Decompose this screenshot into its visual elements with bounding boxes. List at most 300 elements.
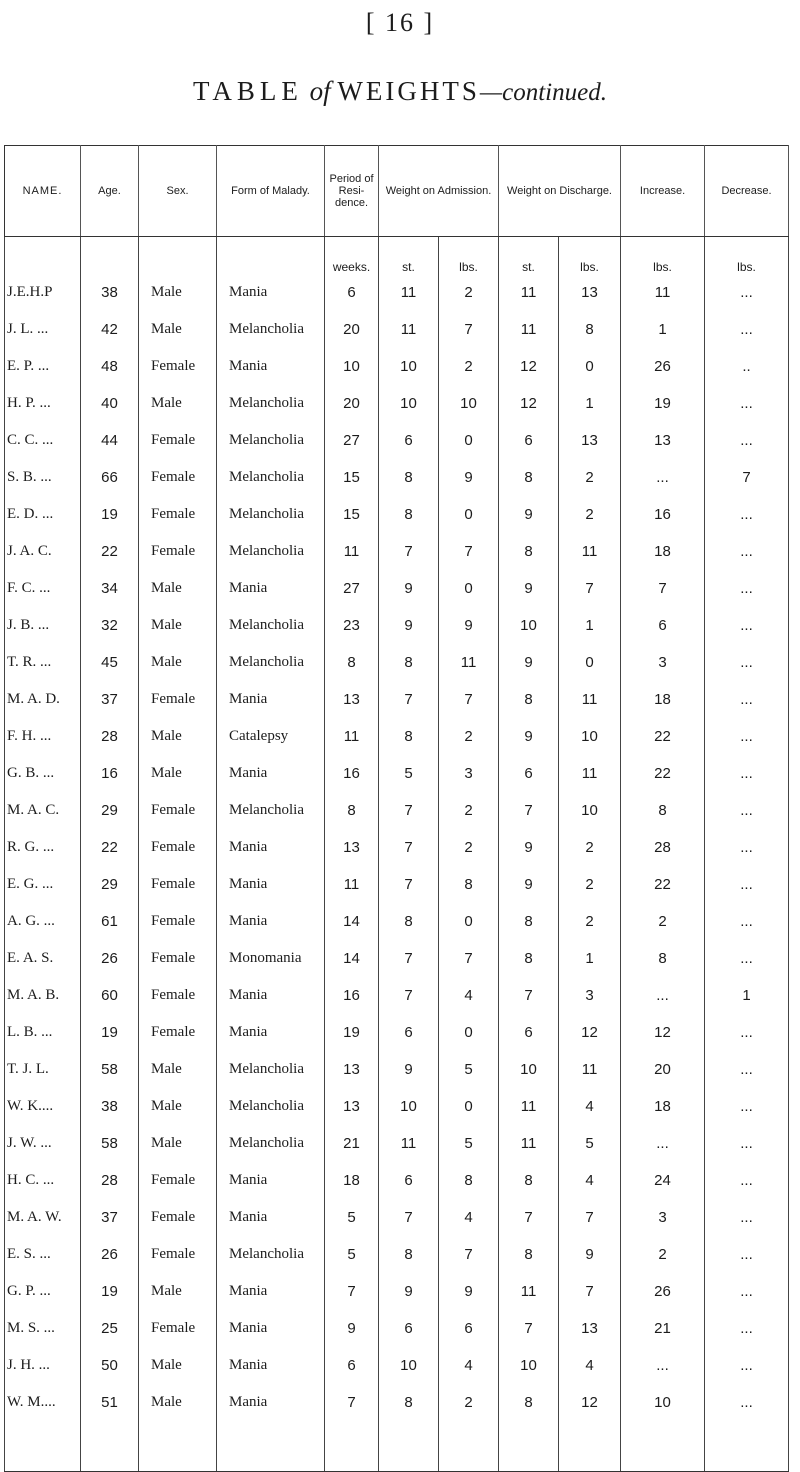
cell-name: J. H. ... (5, 1347, 81, 1384)
header-decrease: Decrease. (705, 146, 789, 237)
cell-adm-st: 7 (379, 829, 439, 866)
cell-malady: Mania (217, 903, 325, 940)
table-row (5, 1384, 789, 1421)
cell-decrease: ... (705, 496, 789, 533)
cell-adm-st: 10 (379, 348, 439, 385)
cell-malady: Mania (217, 1310, 325, 1347)
cell-dis-lbs: 1 (559, 385, 621, 422)
cell-name: J.E.H.P (5, 274, 81, 311)
cell-age: 51 (81, 1384, 139, 1421)
cell-decrease: ... (705, 1273, 789, 1310)
cell-malady: Mania (217, 348, 325, 385)
cell-sex: Male (139, 274, 217, 311)
table-row (5, 829, 789, 866)
cell-decrease: ... (705, 755, 789, 792)
cell-dis-st: 8 (499, 940, 559, 977)
cell-adm-st: 7 (379, 940, 439, 977)
table-row (5, 274, 789, 311)
table-row (5, 755, 789, 792)
unit-decrease: lbs. (705, 237, 789, 275)
cell-malady: Melancholia (217, 1125, 325, 1162)
title-table-word: TABLE (193, 76, 303, 106)
table-bottom-spacer (5, 1421, 789, 1472)
cell-weeks: 7 (325, 1273, 379, 1310)
cell-decrease: ... (705, 718, 789, 755)
cell-dis-st: 9 (499, 644, 559, 681)
header-period: Period of Resi- dence. (325, 146, 379, 237)
cell-increase: 18 (621, 1088, 705, 1125)
cell-decrease: ... (705, 422, 789, 459)
cell-name: L. B. ... (5, 1014, 81, 1051)
cell-malady: Mania (217, 274, 325, 311)
cell-adm-st: 8 (379, 459, 439, 496)
cell-age: 22 (81, 829, 139, 866)
cell-weeks: 16 (325, 977, 379, 1014)
cell-weeks: 14 (325, 903, 379, 940)
cell-dis-st: 8 (499, 681, 559, 718)
cell-dis-st: 11 (499, 1125, 559, 1162)
cell-dis-st: 8 (499, 1236, 559, 1273)
cell-age: 28 (81, 1162, 139, 1199)
cell-name: C. C. ... (5, 422, 81, 459)
cell-sex: Female (139, 1310, 217, 1347)
cell-name: W. M.... (5, 1384, 81, 1421)
cell-age: 50 (81, 1347, 139, 1384)
cell-decrease: ... (705, 607, 789, 644)
cell-decrease: ... (705, 792, 789, 829)
cell-weeks: 11 (325, 866, 379, 903)
cell-increase: 3 (621, 1199, 705, 1236)
table-row (5, 1088, 789, 1125)
cell-decrease: ... (705, 385, 789, 422)
cell-weeks: 9 (325, 1310, 379, 1347)
cell-dis-st: 6 (499, 422, 559, 459)
cell-dis-st: 7 (499, 1310, 559, 1347)
cell-adm-lbs: 7 (439, 311, 499, 348)
cell-dis-lbs: 11 (559, 755, 621, 792)
cell-weeks: 8 (325, 792, 379, 829)
cell-dis-lbs: 13 (559, 274, 621, 311)
cell-malady: Melancholia (217, 1088, 325, 1125)
cell-name: S. B. ... (5, 459, 81, 496)
cell-name: A. G. ... (5, 903, 81, 940)
header-increase: Increase. (621, 146, 705, 237)
cell-dis-st: 9 (499, 496, 559, 533)
cell-increase: 18 (621, 681, 705, 718)
table-row (5, 681, 789, 718)
cell-adm-st: 7 (379, 866, 439, 903)
cell-dis-lbs: 1 (559, 607, 621, 644)
cell-age: 58 (81, 1051, 139, 1088)
cell-decrease: ... (705, 940, 789, 977)
cell-adm-lbs: 4 (439, 1347, 499, 1384)
cell-dis-lbs: 13 (559, 422, 621, 459)
cell-dis-lbs: 4 (559, 1162, 621, 1199)
table-row (5, 1014, 789, 1051)
cell-increase: 28 (621, 829, 705, 866)
cell-decrease: ... (705, 1088, 789, 1125)
cell-weeks: 23 (325, 607, 379, 644)
unit-weeks: weeks. (325, 237, 379, 275)
header-malady: Form of Malady. (217, 146, 325, 237)
cell-increase: 1 (621, 311, 705, 348)
table-row (5, 1236, 789, 1273)
cell-malady: Melancholia (217, 459, 325, 496)
cell-dis-lbs: 11 (559, 681, 621, 718)
table-row (5, 459, 789, 496)
unit-dis-st: st. (499, 237, 559, 275)
cell-increase: 8 (621, 792, 705, 829)
cell-sex: Male (139, 1347, 217, 1384)
cell-dis-st: 11 (499, 274, 559, 311)
cell-decrease: ... (705, 681, 789, 718)
cell-age: 38 (81, 274, 139, 311)
cell-weeks: 13 (325, 1088, 379, 1125)
cell-malady: Melancholia (217, 644, 325, 681)
cell-adm-lbs: 4 (439, 1199, 499, 1236)
cell-sex: Female (139, 940, 217, 977)
cell-age: 44 (81, 422, 139, 459)
table-row (5, 570, 789, 607)
cell-adm-lbs: 4 (439, 977, 499, 1014)
cell-increase: 22 (621, 866, 705, 903)
cell-adm-st: 7 (379, 533, 439, 570)
cell-decrease: ... (705, 533, 789, 570)
cell-name: E. P. ... (5, 348, 81, 385)
cell-age: 19 (81, 496, 139, 533)
cell-age: 40 (81, 385, 139, 422)
cell-adm-st: 7 (379, 681, 439, 718)
cell-weeks: 14 (325, 940, 379, 977)
cell-sex: Female (139, 903, 217, 940)
cell-name: F. H. ... (5, 718, 81, 755)
cell-adm-st: 9 (379, 570, 439, 607)
cell-malady: Melancholia (217, 422, 325, 459)
cell-adm-lbs: 0 (439, 422, 499, 459)
cell-name: T. J. L. (5, 1051, 81, 1088)
cell-dis-lbs: 10 (559, 718, 621, 755)
header-row (5, 146, 789, 237)
cell-decrease: ... (705, 570, 789, 607)
cell-adm-st: 6 (379, 1014, 439, 1051)
cell-dis-st: 8 (499, 903, 559, 940)
cell-dis-st: 8 (499, 1162, 559, 1199)
cell-weeks: 20 (325, 311, 379, 348)
cell-weeks: 13 (325, 1051, 379, 1088)
header-sex: Sex. (139, 146, 217, 237)
cell-increase: ... (621, 459, 705, 496)
cell-adm-lbs: 2 (439, 718, 499, 755)
cell-adm-st: 11 (379, 311, 439, 348)
cell-age: 61 (81, 903, 139, 940)
cell-adm-lbs: 2 (439, 1384, 499, 1421)
cell-dis-lbs: 1 (559, 940, 621, 977)
cell-name: M. S. ... (5, 1310, 81, 1347)
cell-adm-st: 7 (379, 1199, 439, 1236)
cell-decrease: ... (705, 1051, 789, 1088)
cell-sex: Female (139, 496, 217, 533)
cell-dis-st: 6 (499, 755, 559, 792)
table-row (5, 1051, 789, 1088)
header-name: NAME. (5, 146, 81, 237)
cell-adm-lbs: 6 (439, 1310, 499, 1347)
cell-increase: 13 (621, 422, 705, 459)
cell-malady: Melancholia (217, 496, 325, 533)
cell-name: M. A. C. (5, 792, 81, 829)
cell-age: 45 (81, 644, 139, 681)
cell-adm-st: 5 (379, 755, 439, 792)
cell-dis-st: 7 (499, 792, 559, 829)
cell-name: H. P. ... (5, 385, 81, 422)
cell-adm-st: 9 (379, 1273, 439, 1310)
cell-age: 32 (81, 607, 139, 644)
cell-dis-st: 9 (499, 570, 559, 607)
cell-weeks: 8 (325, 644, 379, 681)
cell-adm-lbs: 2 (439, 792, 499, 829)
cell-dis-lbs: 5 (559, 1125, 621, 1162)
cell-adm-lbs: 0 (439, 570, 499, 607)
cell-malady: Mania (217, 1273, 325, 1310)
cell-increase: 10 (621, 1384, 705, 1421)
cell-increase: 22 (621, 718, 705, 755)
cell-age: 29 (81, 792, 139, 829)
cell-weeks: 13 (325, 829, 379, 866)
table-row (5, 977, 789, 1014)
cell-weeks: 19 (325, 1014, 379, 1051)
title-weights-word: WEIGHTS (337, 76, 480, 106)
cell-sex: Female (139, 792, 217, 829)
cell-increase: 11 (621, 274, 705, 311)
cell-sex: Male (139, 385, 217, 422)
cell-age: 19 (81, 1014, 139, 1051)
cell-adm-lbs: 9 (439, 459, 499, 496)
header-age: Age. (81, 146, 139, 237)
cell-age: 48 (81, 348, 139, 385)
cell-name: E. G. ... (5, 866, 81, 903)
cell-age: 66 (81, 459, 139, 496)
cell-sex: Female (139, 681, 217, 718)
cell-weeks: 6 (325, 1347, 379, 1384)
table-row (5, 1199, 789, 1236)
cell-malady: Monomania (217, 940, 325, 977)
cell-weeks: 15 (325, 496, 379, 533)
unit-dis-lbs: lbs. (559, 237, 621, 275)
cell-name: J. L. ... (5, 311, 81, 348)
cell-dis-st: 9 (499, 829, 559, 866)
cell-increase: 26 (621, 1273, 705, 1310)
cell-dis-lbs: 12 (559, 1384, 621, 1421)
cell-sex: Female (139, 1236, 217, 1273)
cell-age: 60 (81, 977, 139, 1014)
cell-increase: ... (621, 1347, 705, 1384)
cell-malady: Mania (217, 570, 325, 607)
cell-adm-lbs: 7 (439, 1236, 499, 1273)
cell-weeks: 20 (325, 385, 379, 422)
cell-increase: 18 (621, 533, 705, 570)
cell-adm-st: 9 (379, 607, 439, 644)
cell-weeks: 10 (325, 348, 379, 385)
table-row (5, 311, 789, 348)
cell-sex: Male (139, 718, 217, 755)
cell-age: 16 (81, 755, 139, 792)
cell-increase: 6 (621, 607, 705, 644)
unit-increase: lbs. (621, 237, 705, 275)
cell-decrease: ... (705, 1236, 789, 1273)
cell-adm-st: 11 (379, 274, 439, 311)
cell-dis-lbs: 2 (559, 459, 621, 496)
cell-adm-st: 7 (379, 792, 439, 829)
cell-decrease: ... (705, 866, 789, 903)
cell-dis-lbs: 11 (559, 1051, 621, 1088)
cell-adm-lbs: 8 (439, 1162, 499, 1199)
cell-increase: ... (621, 1125, 705, 1162)
cell-malady: Mania (217, 866, 325, 903)
cell-age: 26 (81, 940, 139, 977)
cell-adm-st: 6 (379, 1310, 439, 1347)
cell-adm-lbs: 11 (439, 644, 499, 681)
cell-dis-lbs: 7 (559, 1199, 621, 1236)
cell-sex: Female (139, 348, 217, 385)
cell-increase: 3 (621, 644, 705, 681)
cell-sex: Male (139, 1125, 217, 1162)
cell-decrease: ... (705, 1310, 789, 1347)
cell-weeks: 13 (325, 681, 379, 718)
cell-age: 25 (81, 1310, 139, 1347)
cell-adm-lbs: 2 (439, 829, 499, 866)
cell-age: 38 (81, 1088, 139, 1125)
cell-age: 42 (81, 311, 139, 348)
cell-age: 28 (81, 718, 139, 755)
cell-dis-st: 12 (499, 348, 559, 385)
cell-weeks: 7 (325, 1384, 379, 1421)
cell-malady: Mania (217, 829, 325, 866)
cell-dis-st: 8 (499, 1384, 559, 1421)
cell-name: E. D. ... (5, 496, 81, 533)
cell-dis-lbs: 2 (559, 903, 621, 940)
cell-decrease: ... (705, 1347, 789, 1384)
cell-name: M. A. W. (5, 1199, 81, 1236)
cell-malady: Mania (217, 681, 325, 718)
cell-decrease: 7 (705, 459, 789, 496)
cell-age: 37 (81, 681, 139, 718)
table-row (5, 533, 789, 570)
cell-decrease: ... (705, 644, 789, 681)
cell-increase: 19 (621, 385, 705, 422)
cell-dis-lbs: 2 (559, 866, 621, 903)
cell-malady: Melancholia (217, 1236, 325, 1273)
cell-malady: Mania (217, 755, 325, 792)
cell-adm-lbs: 5 (439, 1051, 499, 1088)
cell-sex: Female (139, 422, 217, 459)
cell-adm-st: 8 (379, 1236, 439, 1273)
cell-increase: 20 (621, 1051, 705, 1088)
cell-adm-lbs: 5 (439, 1125, 499, 1162)
cell-decrease: ... (705, 311, 789, 348)
cell-malady: Mania (217, 1162, 325, 1199)
cell-adm-lbs: 9 (439, 607, 499, 644)
cell-adm-st: 10 (379, 1347, 439, 1384)
cell-weeks: 5 (325, 1236, 379, 1273)
cell-increase: 16 (621, 496, 705, 533)
cell-dis-lbs: 10 (559, 792, 621, 829)
table-row (5, 496, 789, 533)
cell-decrease: .. (705, 348, 789, 385)
table-row (5, 422, 789, 459)
cell-name: G. B. ... (5, 755, 81, 792)
cell-sex: Female (139, 459, 217, 496)
table-row (5, 607, 789, 644)
cell-adm-st: 6 (379, 422, 439, 459)
table-row (5, 1162, 789, 1199)
cell-dis-st: 9 (499, 866, 559, 903)
cell-dis-lbs: 0 (559, 348, 621, 385)
cell-dis-lbs: 7 (559, 570, 621, 607)
cell-sex: Female (139, 1162, 217, 1199)
cell-sex: Male (139, 1088, 217, 1125)
cell-age: 58 (81, 1125, 139, 1162)
cell-malady: Mania (217, 977, 325, 1014)
cell-decrease: ... (705, 1199, 789, 1236)
cell-dis-st: 8 (499, 533, 559, 570)
cell-dis-lbs: 3 (559, 977, 621, 1014)
cell-adm-st: 8 (379, 718, 439, 755)
page-title (0, 76, 800, 107)
cell-increase: 2 (621, 1236, 705, 1273)
cell-dis-st: 10 (499, 1347, 559, 1384)
cell-dis-st: 10 (499, 607, 559, 644)
cell-dis-st: 12 (499, 385, 559, 422)
cell-dis-st: 6 (499, 1014, 559, 1051)
cell-age: 37 (81, 1199, 139, 1236)
cell-adm-st: 10 (379, 1088, 439, 1125)
cell-malady: Melancholia (217, 311, 325, 348)
cell-dis-lbs: 4 (559, 1088, 621, 1125)
table-row (5, 1125, 789, 1162)
cell-name: G. P. ... (5, 1273, 81, 1310)
cell-name: E. S. ... (5, 1236, 81, 1273)
unit-adm-st: st. (379, 237, 439, 275)
header-weight-admission: Weight on Admission. (379, 146, 499, 237)
cell-adm-lbs: 9 (439, 1273, 499, 1310)
cell-age: 19 (81, 1273, 139, 1310)
cell-name: R. G. ... (5, 829, 81, 866)
cell-adm-lbs: 7 (439, 681, 499, 718)
cell-decrease: ... (705, 829, 789, 866)
cell-decrease: ... (705, 903, 789, 940)
cell-malady: Mania (217, 1199, 325, 1236)
units-row (5, 237, 789, 275)
cell-adm-lbs: 7 (439, 940, 499, 977)
cell-dis-lbs: 13 (559, 1310, 621, 1347)
cell-sex: Male (139, 311, 217, 348)
cell-name: E. A. S. (5, 940, 81, 977)
table-row (5, 1273, 789, 1310)
cell-adm-st: 8 (379, 644, 439, 681)
cell-decrease: ... (705, 1125, 789, 1162)
cell-malady: Mania (217, 1384, 325, 1421)
cell-dis-lbs: 9 (559, 1236, 621, 1273)
cell-sex: Male (139, 570, 217, 607)
cell-increase: 24 (621, 1162, 705, 1199)
cell-adm-lbs: 8 (439, 866, 499, 903)
unit-adm-lbs: lbs. (439, 237, 499, 275)
table-row (5, 940, 789, 977)
cell-decrease: ... (705, 274, 789, 311)
cell-dis-st: 11 (499, 311, 559, 348)
cell-adm-lbs: 7 (439, 533, 499, 570)
cell-increase: ... (621, 977, 705, 1014)
cell-sex: Male (139, 1051, 217, 1088)
